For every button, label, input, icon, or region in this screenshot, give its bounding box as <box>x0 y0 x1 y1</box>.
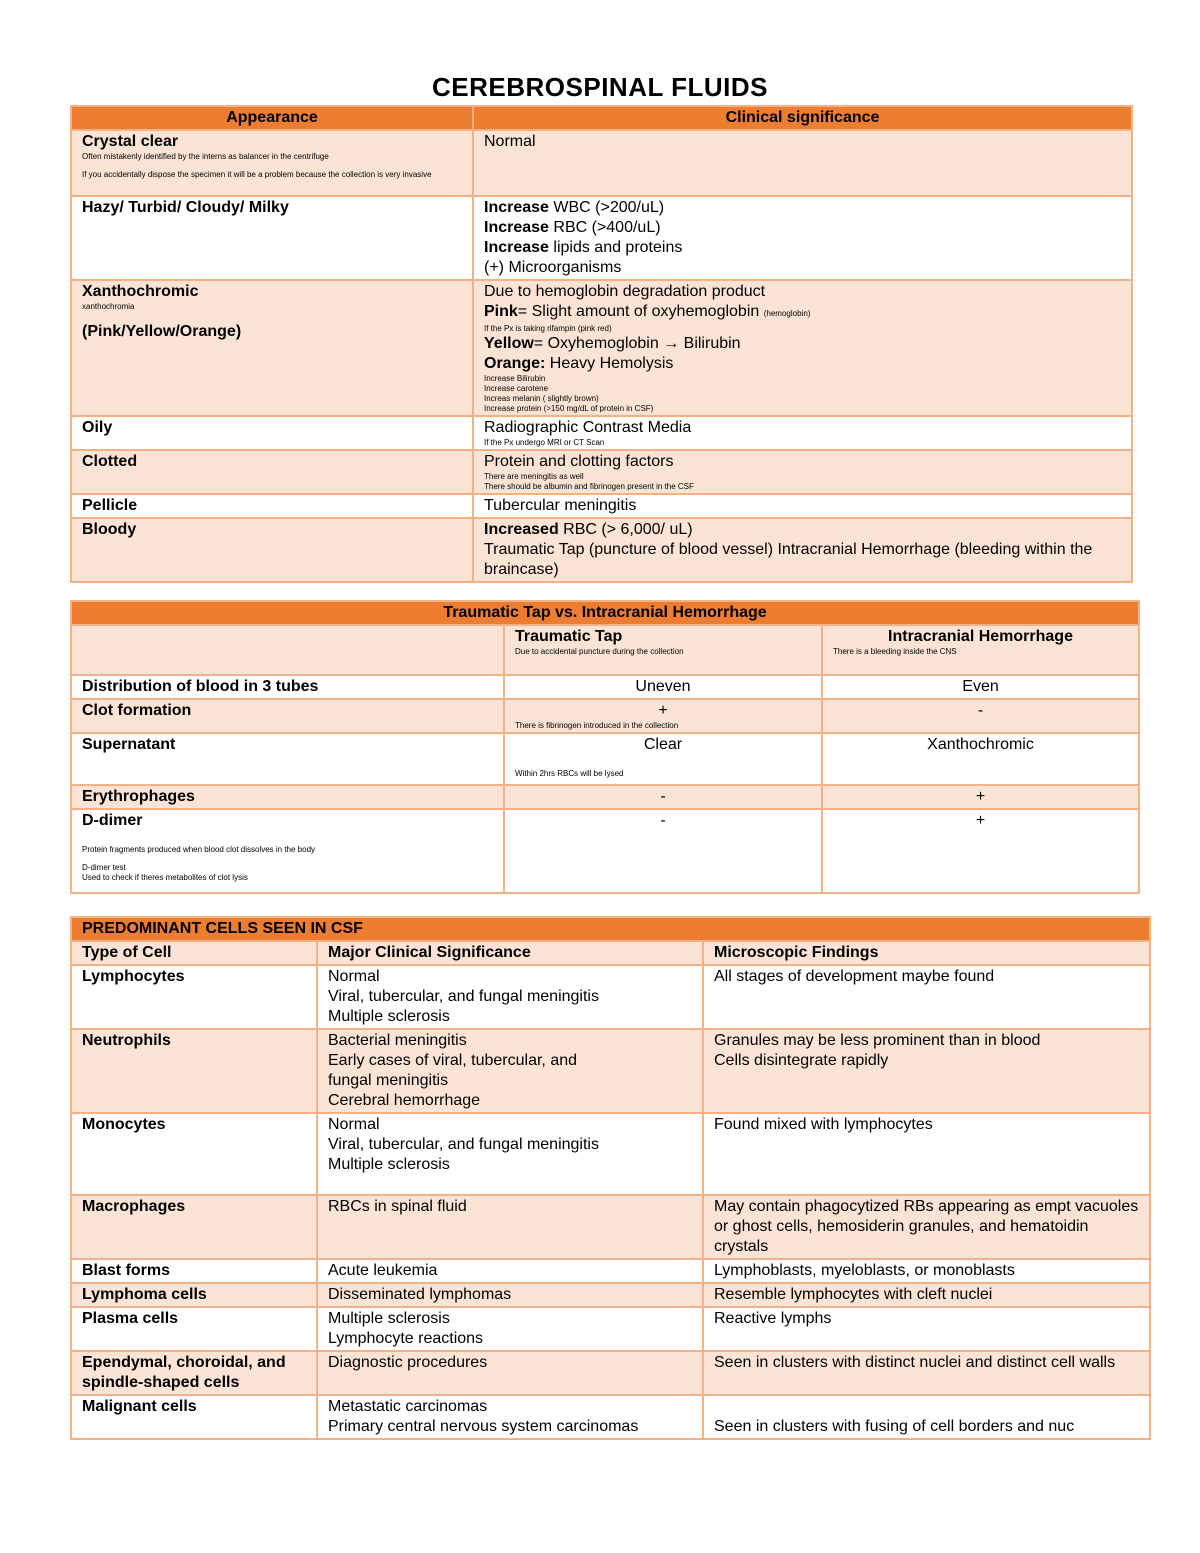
note: There are meningitis as well <box>484 472 584 481</box>
table-row <box>71 416 1132 450</box>
significance-cell <box>473 416 1132 450</box>
appearance-name: Xanthochromic <box>82 283 199 300</box>
increase-label: Increase <box>484 219 549 236</box>
value-text: lipids and proteins <box>548 239 683 256</box>
cell-type: Neutrophils <box>71 1029 317 1113</box>
value-cell <box>504 733 822 785</box>
orange-label: Orange: <box>484 355 546 372</box>
value-text: Viral, tubercular, and fungal meningitis <box>328 1136 599 1153</box>
value-text: Clear <box>643 736 683 753</box>
table-row <box>71 1307 1150 1351</box>
value-text: Normal <box>328 1116 380 1133</box>
appearance-name: Oily <box>71 416 473 450</box>
significance-cell: Diagnostic procedures <box>317 1351 703 1395</box>
column-header: Major Clinical Significance <box>317 941 703 965</box>
value-text: RBC (>400/uL) <box>548 219 661 236</box>
appearance-table <box>70 105 1133 583</box>
table-row <box>71 196 1132 280</box>
note: Often mistakenly identified by the interns as balancer in the centrifuge <box>82 152 329 161</box>
table-row <box>71 518 1132 582</box>
value-cell: + <box>822 785 1139 809</box>
significance-cell <box>317 1395 703 1439</box>
table-row <box>71 965 1150 1029</box>
note: Increase protein (>150 mg/dL of protein in CSF) <box>484 404 654 413</box>
note: If you accidentally dispose the specimen it will be a problem because the collection is very invasive <box>82 170 432 179</box>
row-label: D-dimer <box>82 812 143 829</box>
appearance-name: Hazy/ Turbid/ Cloudy/ Milky <box>71 196 473 280</box>
table-row <box>71 1113 1150 1195</box>
hemorrhage-col <box>822 625 1139 675</box>
value-cell: - <box>822 699 1139 733</box>
significance-cell <box>317 1307 703 1351</box>
appearance-cell <box>71 280 473 416</box>
value-text: Metastatic carcinomas <box>328 1398 488 1415</box>
table-row <box>71 130 1132 196</box>
value-text: Protein and clotting factors <box>484 453 674 470</box>
cells-table-header: PREDOMINANT CELLS SEEN IN CSF <box>71 917 1150 941</box>
note: Increase Bilirubin <box>484 374 546 383</box>
findings-cell: May contain phagocytized RBs appearing as empt vacuoles or ghost cells, hemosiderin granules, and hematoidin crystals <box>703 1195 1150 1259</box>
value-text: Primary central nervous system carcinomas <box>328 1418 639 1435</box>
traumatic-tap-col <box>504 625 822 675</box>
note: xanthochromia <box>82 302 135 311</box>
findings-cell: Seen in clusters with distinct nuclei and distinct cell walls <box>703 1351 1150 1395</box>
value-cell: Uneven <box>504 675 822 699</box>
value-text: RBC (> 6,000/ uL) <box>558 521 693 538</box>
column-title: Traumatic Tap <box>515 628 623 645</box>
appearance-header: Appearance <box>71 106 473 130</box>
note: Due to accidental puncture during the collection <box>515 647 684 656</box>
row-label: Distribution of blood in 3 tubes <box>71 675 504 699</box>
table-row <box>71 1395 1150 1439</box>
table-row <box>71 699 1139 733</box>
value-cell: Xanthochromic <box>822 733 1139 785</box>
value-cell: - <box>504 785 822 809</box>
value-text: Lymphocyte reactions <box>328 1330 484 1347</box>
appearance-name: Pellicle <box>71 494 473 518</box>
value-text: Early cases of viral, tubercular, and fungal meningitis <box>328 1052 578 1089</box>
predominant-cells-table <box>70 916 1151 1440</box>
note: If the Px undergo MRI or CT Scan <box>484 438 605 447</box>
note: There is a bleeding inside the CNS <box>833 647 957 656</box>
appearance-name: Clotted <box>71 450 473 494</box>
row-label: Clot formation <box>71 699 504 733</box>
value-text: Radiographic Contrast Media <box>484 419 692 436</box>
value-text: (+) Microorganisms <box>484 259 622 276</box>
note: Within 2hrs RBCs will be lysed <box>515 769 624 778</box>
value-text: + <box>658 702 668 719</box>
significance-cell: Acute leukemia <box>317 1259 703 1283</box>
colors-label: (Pink/Yellow/Orange) <box>82 323 242 340</box>
note: There should be albumin and fibrinogen present in the CSF <box>484 482 694 491</box>
value-text: Cerebral hemorrhage <box>328 1092 481 1109</box>
appearance-cell <box>71 130 473 196</box>
significance-cell: RBCs in spinal fluid <box>317 1195 703 1259</box>
value-text: Granules may be less prominent than in blood <box>714 1032 1041 1049</box>
appearance-name: Crystal clear <box>82 133 179 150</box>
table-row <box>71 494 1132 518</box>
significance-cell: Normal <box>473 130 1132 196</box>
row-label: Supernatant <box>71 733 504 785</box>
note: If the Px is taking rifampin (pink red) <box>484 324 612 333</box>
findings-cell: Resemble lymphocytes with cleft nuclei <box>703 1283 1150 1307</box>
increase-label: Increase <box>484 239 549 256</box>
tap-vs-hemorrhage-table <box>70 600 1140 894</box>
empty-cell <box>71 625 504 675</box>
cell-type: Ependymal, choroidal, and spindle-shaped cells <box>71 1351 317 1395</box>
column-title: Intracranial Hemorrhage <box>888 628 1073 645</box>
cell-type: Plasma cells <box>71 1307 317 1351</box>
value-text: = Slight amount of oxyhemoglobin <box>517 303 764 320</box>
table-row <box>71 675 1139 699</box>
increase-label: Increased <box>484 521 559 538</box>
pink-label: Pink <box>484 303 518 320</box>
significance-cell <box>473 518 1132 582</box>
value-cell: + <box>822 809 1139 893</box>
table-row <box>71 1029 1150 1113</box>
clinical-significance-header: Clinical significance <box>473 106 1132 130</box>
findings-cell: Found mixed with lymphocytes <box>703 1113 1150 1195</box>
value-text: Multiple sclerosis <box>328 1008 450 1025</box>
table-row <box>71 1259 1150 1283</box>
table-row <box>71 1195 1150 1259</box>
table-row <box>71 785 1139 809</box>
increase-label: Increase <box>484 199 549 216</box>
value-cell <box>504 699 822 733</box>
cell-type: Lymphoma cells <box>71 1283 317 1307</box>
note: Protein fragments produced when blood clot dissolves in the body <box>82 845 316 854</box>
value-text: Traumatic Tap (puncture of blood vessel) Intracranial Hemorrhage (bleeding within the braincase) <box>484 541 1093 578</box>
value-text: Viral, tubercular, and fungal meningitis <box>328 988 599 1005</box>
table-row <box>71 625 1139 675</box>
cell-type: Lymphocytes <box>71 965 317 1029</box>
note: Increas melanin ( slightly brown) <box>484 394 599 403</box>
value-text: Bacterial meningitis <box>328 1032 467 1049</box>
value-cell: Even <box>822 675 1139 699</box>
value-text: Cells disintegrate rapidly <box>714 1052 889 1069</box>
value-text: Multiple sclerosis <box>328 1156 450 1173</box>
significance-cell <box>317 965 703 1029</box>
value-text: Seen in clusters with fusing of cell borders and nuc <box>714 1418 1075 1435</box>
value-text: Due to hemoglobin degradation product <box>484 283 766 300</box>
table-row <box>71 733 1139 785</box>
table-row <box>71 1351 1150 1395</box>
findings-cell: Reactive lymphs <box>703 1307 1150 1351</box>
note: Used to check if theres metabolites of clot lysis <box>82 873 248 882</box>
cell-type: Malignant cells <box>71 1395 317 1439</box>
note: There is fibrinogen introduced in the collection <box>515 721 679 730</box>
note: (hemoglobin) <box>763 309 811 318</box>
significance-cell <box>473 280 1132 416</box>
value-text: Normal <box>328 968 380 985</box>
row-label-cell <box>71 809 504 893</box>
findings-cell <box>703 1395 1150 1439</box>
significance-cell <box>317 1029 703 1113</box>
value-text: Heavy Hemolysis <box>545 355 674 372</box>
note: D-dimer test <box>82 863 126 872</box>
value-text: WBC (>200/uL) <box>548 199 665 216</box>
significance-cell: Tubercular meningitis <box>473 494 1132 518</box>
findings-cell <box>703 1029 1150 1113</box>
significance-cell <box>473 450 1132 494</box>
column-headers <box>71 941 1150 965</box>
row-label: Erythrophages <box>71 785 504 809</box>
table-row <box>71 809 1139 893</box>
cell-type: Blast forms <box>71 1259 317 1283</box>
findings-cell: All stages of development maybe found <box>703 965 1150 1029</box>
cell-type: Monocytes <box>71 1113 317 1195</box>
table-row <box>71 280 1132 416</box>
yellow-label: Yellow <box>484 335 534 352</box>
cell-type: Macrophages <box>71 1195 317 1259</box>
column-header: Type of Cell <box>71 941 317 965</box>
significance-cell: Disseminated lymphomas <box>317 1283 703 1307</box>
table-row <box>71 450 1132 494</box>
tap-table-header: Traumatic Tap vs. Intracranial Hemorrhage <box>71 601 1139 625</box>
significance-cell <box>473 196 1132 280</box>
value-text: Multiple sclerosis <box>328 1310 450 1327</box>
findings-cell: Lymphoblasts, myeloblasts, or monoblasts <box>703 1259 1150 1283</box>
page-title: CEREBROSPINAL FLUIDS <box>432 72 768 102</box>
column-header: Microscopic Findings <box>703 941 1150 965</box>
note: Increase carotene <box>484 384 549 393</box>
value-cell: - <box>504 809 822 893</box>
appearance-name: Bloody <box>71 518 473 582</box>
significance-cell <box>317 1113 703 1195</box>
table-row <box>71 1283 1150 1307</box>
value-text: = Oxyhemoglobin → Bilirubin <box>533 335 741 352</box>
